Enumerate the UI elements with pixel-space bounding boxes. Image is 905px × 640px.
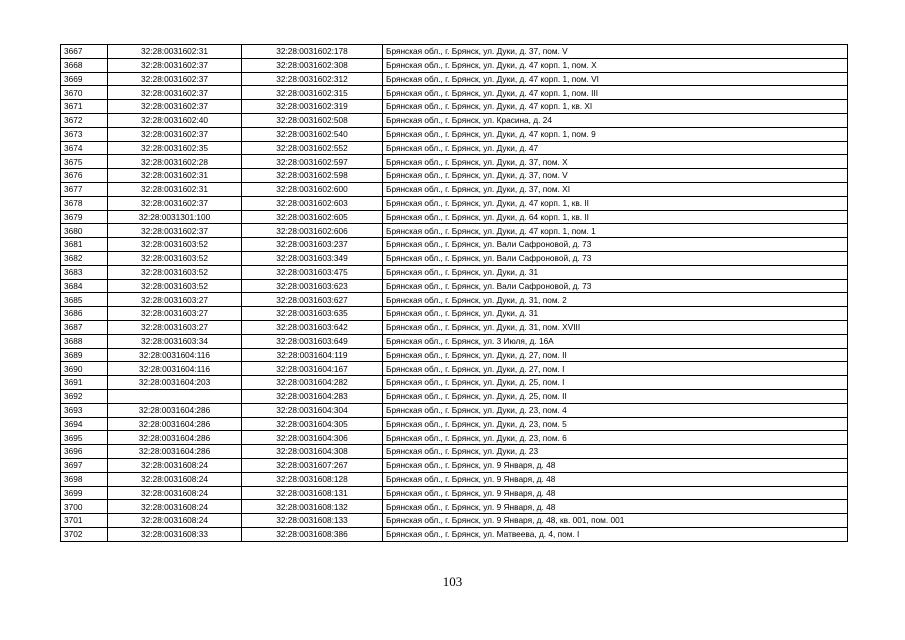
address-cell: Брянская обл., г. Брянск, ул. 3 Июля, д. 16А [383, 334, 848, 348]
row-number-cell: 3679 [61, 210, 108, 224]
row-number-cell: 3699 [61, 486, 108, 500]
table-row [61, 417, 848, 431]
row-number-cell: 3702 [61, 527, 108, 541]
cadastral-number-cell: 32:28:0031602:312 [242, 72, 383, 86]
address-cell: Брянская обл., г. Брянск, ул. Дуки, д. 25, пом. I [383, 376, 848, 390]
row-number-cell: 3697 [61, 458, 108, 472]
address-cell: Брянская обл., г. Брянск, ул. Дуки, д. 47 корп. 1, пом. VI [383, 72, 848, 86]
parent-cadastral-number-cell: 32:28:0031608:33 [108, 527, 242, 541]
address-cell: Брянская обл., г. Брянск, ул. Дуки, д. 27, пом. I [383, 362, 848, 376]
parent-cadastral-number-cell: 32:28:0031602:37 [108, 100, 242, 114]
address-cell: Брянская обл., г. Брянск, ул. Дуки, д. 47 корп. 1, кв. II [383, 196, 848, 210]
row-number-cell: 3684 [61, 279, 108, 293]
cadastral-number-cell: 32:28:0031608:128 [242, 472, 383, 486]
row-number-cell: 3692 [61, 389, 108, 403]
table-row [61, 527, 848, 541]
parent-cadastral-number-cell [108, 389, 242, 403]
table-row [61, 445, 848, 459]
table-row [61, 155, 848, 169]
address-cell: Брянская обл., г. Брянск, ул. Дуки, д. 31, пом. XVIII [383, 320, 848, 334]
row-number-cell: 3678 [61, 196, 108, 210]
address-cell: Брянская обл., г. Брянск, ул. Дуки, д. 47 корп. 1, пом. 9 [383, 127, 848, 141]
registry-table-body [61, 45, 848, 542]
parent-cadastral-number-cell: 32:28:0031604:286 [108, 431, 242, 445]
cadastral-number-cell: 32:28:0031603:475 [242, 265, 383, 279]
cadastral-number-cell: 32:28:0031608:131 [242, 486, 383, 500]
row-number-cell: 3700 [61, 500, 108, 514]
cadastral-number-cell: 32:28:0031603:237 [242, 238, 383, 252]
parent-cadastral-number-cell: 32:28:0031602:28 [108, 155, 242, 169]
table-row [61, 431, 848, 445]
row-number-cell: 3693 [61, 403, 108, 417]
cadastral-number-cell: 32:28:0031602:508 [242, 113, 383, 127]
row-number-cell: 3695 [61, 431, 108, 445]
parent-cadastral-number-cell: 32:28:0031301:100 [108, 210, 242, 224]
parent-cadastral-number-cell: 32:28:0031604:203 [108, 376, 242, 390]
table-row [61, 210, 848, 224]
table-row [61, 238, 848, 252]
row-number-cell: 3691 [61, 376, 108, 390]
cadastral-number-cell: 32:28:0031602:600 [242, 182, 383, 196]
table-row [61, 169, 848, 183]
parent-cadastral-number-cell: 32:28:0031603:52 [108, 265, 242, 279]
row-number-cell: 3694 [61, 417, 108, 431]
row-number-cell: 3687 [61, 320, 108, 334]
parent-cadastral-number-cell: 32:28:0031602:37 [108, 196, 242, 210]
parent-cadastral-number-cell: 32:28:0031604:286 [108, 417, 242, 431]
table-row [61, 72, 848, 86]
address-cell: Брянская обл., г. Брянск, ул. Дуки, д. 47 [383, 141, 848, 155]
address-cell: Брянская обл., г. Брянск, ул. Дуки, д. 37, пом. XI [383, 182, 848, 196]
row-number-cell: 3677 [61, 182, 108, 196]
table-row [61, 251, 848, 265]
address-cell: Брянская обл., г. Брянск, ул. Дуки, д. 31 [383, 265, 848, 279]
address-cell: Брянская обл., г. Брянск, ул. Дуки, д. 64 корп. 1, кв. II [383, 210, 848, 224]
table-row [61, 307, 848, 321]
cadastral-number-cell: 32:28:0031602:308 [242, 58, 383, 72]
row-number-cell: 3701 [61, 514, 108, 528]
table-row [61, 376, 848, 390]
cadastral-number-cell: 32:28:0031602:319 [242, 100, 383, 114]
address-cell: Брянская обл., г. Брянск, ул. Дуки, д. 23, пом. 6 [383, 431, 848, 445]
parent-cadastral-number-cell: 32:28:0031603:27 [108, 307, 242, 321]
cadastral-number-cell: 32:28:0031604:306 [242, 431, 383, 445]
cadastral-number-cell: 32:28:0031602:540 [242, 127, 383, 141]
table-row [61, 113, 848, 127]
cadastral-number-cell: 32:28:0031604:304 [242, 403, 383, 417]
row-number-cell: 3682 [61, 251, 108, 265]
table-row [61, 45, 848, 59]
cadastral-number-cell: 32:28:0031602:605 [242, 210, 383, 224]
parent-cadastral-number-cell: 32:28:0031602:37 [108, 58, 242, 72]
table-row [61, 224, 848, 238]
cadastral-number-cell: 32:28:0031604:282 [242, 376, 383, 390]
address-cell: Брянская обл., г. Брянск, ул. Дуки, д. 31 [383, 307, 848, 321]
cadastral-number-cell: 32:28:0031604:119 [242, 348, 383, 362]
address-cell: Брянская обл., г. Брянск, ул. 9 Января, д. 48 [383, 458, 848, 472]
row-number-cell: 3675 [61, 155, 108, 169]
row-number-cell: 3689 [61, 348, 108, 362]
table-row [61, 196, 848, 210]
cadastral-number-cell: 32:28:0031602:552 [242, 141, 383, 155]
cadastral-number-cell: 32:28:0031602:598 [242, 169, 383, 183]
cadastral-number-cell: 32:28:0031608:386 [242, 527, 383, 541]
cadastral-number-cell: 32:28:0031602:597 [242, 155, 383, 169]
row-number-cell: 3680 [61, 224, 108, 238]
row-number-cell: 3683 [61, 265, 108, 279]
parent-cadastral-number-cell: 32:28:0031604:116 [108, 348, 242, 362]
address-cell: Брянская обл., г. Брянск, ул. Дуки, д. 37, пом. V [383, 45, 848, 59]
parent-cadastral-number-cell: 32:28:0031603:27 [108, 293, 242, 307]
row-number-cell: 3698 [61, 472, 108, 486]
row-number-cell: 3670 [61, 86, 108, 100]
parent-cadastral-number-cell: 32:28:0031608:24 [108, 458, 242, 472]
parent-cadastral-number-cell: 32:28:0031603:27 [108, 320, 242, 334]
row-number-cell: 3690 [61, 362, 108, 376]
cadastral-number-cell: 32:28:0031602:178 [242, 45, 383, 59]
table-row [61, 320, 848, 334]
parent-cadastral-number-cell: 32:28:0031603:34 [108, 334, 242, 348]
row-number-cell: 3676 [61, 169, 108, 183]
table-row [61, 265, 848, 279]
address-cell: Брянская обл., г. Брянск, ул. Красина, д. 24 [383, 113, 848, 127]
address-cell: Брянская обл., г. Брянск, ул. 9 Января, д. 48, кв. 001, пом. 001 [383, 514, 848, 528]
address-cell: Брянская обл., г. Брянск, ул. Дуки, д. 31, пом. 2 [383, 293, 848, 307]
row-number-cell: 3674 [61, 141, 108, 155]
row-number-cell: 3668 [61, 58, 108, 72]
address-cell: Брянская обл., г. Брянск, ул. Матвеева, д. 4, пом. I [383, 527, 848, 541]
parent-cadastral-number-cell: 32:28:0031603:52 [108, 238, 242, 252]
parent-cadastral-number-cell: 32:28:0031603:52 [108, 251, 242, 265]
address-cell: Брянская обл., г. Брянск, ул. 9 Января, д. 48 [383, 486, 848, 500]
table-row [61, 100, 848, 114]
address-cell: Брянская обл., г. Брянск, ул. 9 Января, д. 48 [383, 472, 848, 486]
parent-cadastral-number-cell: 32:28:0031604:286 [108, 403, 242, 417]
address-cell: Брянская обл., г. Брянск, ул. Вали Сафроновой, д. 73 [383, 238, 848, 252]
table-row [61, 472, 848, 486]
parent-cadastral-number-cell: 32:28:0031602:37 [108, 224, 242, 238]
table-row [61, 348, 848, 362]
table-row [61, 334, 848, 348]
cadastral-number-cell: 32:28:0031602:603 [242, 196, 383, 210]
parent-cadastral-number-cell: 32:28:0031602:37 [108, 127, 242, 141]
table-row [61, 141, 848, 155]
table-row [61, 279, 848, 293]
row-number-cell: 3688 [61, 334, 108, 348]
cadastral-number-cell: 32:28:0031602:606 [242, 224, 383, 238]
parent-cadastral-number-cell: 32:28:0031603:52 [108, 279, 242, 293]
parent-cadastral-number-cell: 32:28:0031602:31 [108, 45, 242, 59]
table-row [61, 127, 848, 141]
table-row [61, 182, 848, 196]
table-row [61, 500, 848, 514]
parent-cadastral-number-cell: 32:28:0031604:286 [108, 445, 242, 459]
cadastral-number-cell: 32:28:0031608:133 [242, 514, 383, 528]
parent-cadastral-number-cell: 32:28:0031602:37 [108, 72, 242, 86]
row-number-cell: 3667 [61, 45, 108, 59]
address-cell: Брянская обл., г. Брянск, ул. Дуки, д. 47 корп. 1, пом. 1 [383, 224, 848, 238]
table-row [61, 486, 848, 500]
cadastral-number-cell: 32:28:0031603:635 [242, 307, 383, 321]
row-number-cell: 3686 [61, 307, 108, 321]
address-cell: Брянская обл., г. Брянск, ул. Дуки, д. 37, пом. X [383, 155, 848, 169]
address-cell: Брянская обл., г. Брянск, ул. Дуки, д. 47 корп. 1, кв. XI [383, 100, 848, 114]
page-number: 103 [442, 574, 463, 589]
table-row [61, 514, 848, 528]
address-cell: Брянская обл., г. Брянск, ул. Дуки, д. 23, пом. 5 [383, 417, 848, 431]
cadastral-number-cell: 32:28:0031603:649 [242, 334, 383, 348]
parent-cadastral-number-cell: 32:28:0031604:116 [108, 362, 242, 376]
table-row [61, 458, 848, 472]
parent-cadastral-number-cell: 32:28:0031602:40 [108, 113, 242, 127]
address-cell: Брянская обл., г. Брянск, ул. Дуки, д. 23 [383, 445, 848, 459]
cadastral-number-cell: 32:28:0031604:308 [242, 445, 383, 459]
row-number-cell: 3673 [61, 127, 108, 141]
table-row [61, 86, 848, 100]
parent-cadastral-number-cell: 32:28:0031602:35 [108, 141, 242, 155]
row-number-cell: 3672 [61, 113, 108, 127]
cadastral-number-cell: 32:28:0031608:132 [242, 500, 383, 514]
cadastral-number-cell: 32:28:0031604:167 [242, 362, 383, 376]
address-cell: Брянская обл., г. Брянск, ул. 9 Января, д. 48 [383, 500, 848, 514]
cadastral-number-cell: 32:28:0031603:623 [242, 279, 383, 293]
table-row [61, 58, 848, 72]
parent-cadastral-number-cell: 32:28:0031602:37 [108, 86, 242, 100]
cadastral-number-cell: 32:28:0031607:267 [242, 458, 383, 472]
address-cell: Брянская обл., г. Брянск, ул. Дуки, д. 47 корп. 1, пом. III [383, 86, 848, 100]
parent-cadastral-number-cell: 32:28:0031608:24 [108, 500, 242, 514]
parent-cadastral-number-cell: 32:28:0031602:31 [108, 182, 242, 196]
parent-cadastral-number-cell: 32:28:0031602:31 [108, 169, 242, 183]
address-cell: Брянская обл., г. Брянск, ул. Дуки, д. 25, пом. II [383, 389, 848, 403]
parent-cadastral-number-cell: 32:28:0031608:24 [108, 486, 242, 500]
cadastral-number-cell: 32:28:0031603:642 [242, 320, 383, 334]
address-cell: Брянская обл., г. Брянск, ул. Дуки, д. 27, пом. II [383, 348, 848, 362]
address-cell: Брянская обл., г. Брянск, ул. Вали Сафроновой, д. 73 [383, 251, 848, 265]
parent-cadastral-number-cell: 32:28:0031608:24 [108, 472, 242, 486]
address-cell: Брянская обл., г. Брянск, ул. Дуки, д. 23, пом. 4 [383, 403, 848, 417]
row-number-cell: 3685 [61, 293, 108, 307]
address-cell: Брянская обл., г. Брянск, ул. Дуки, д. 47 корп. 1, пом. X [383, 58, 848, 72]
cadastral-number-cell: 32:28:0031604:283 [242, 389, 383, 403]
address-cell: Брянская обл., г. Брянск, ул. Вали Сафроновой, д. 73 [383, 279, 848, 293]
cadastral-number-cell: 32:28:0031602:315 [242, 86, 383, 100]
table-row [61, 389, 848, 403]
registry-table [60, 44, 848, 542]
cadastral-number-cell: 32:28:0031603:349 [242, 251, 383, 265]
row-number-cell: 3669 [61, 72, 108, 86]
row-number-cell: 3671 [61, 100, 108, 114]
table-row [61, 403, 848, 417]
address-cell: Брянская обл., г. Брянск, ул. Дуки, д. 37, пом. V [383, 169, 848, 183]
row-number-cell: 3696 [61, 445, 108, 459]
cadastral-number-cell: 32:28:0031603:627 [242, 293, 383, 307]
table-row [61, 362, 848, 376]
parent-cadastral-number-cell: 32:28:0031608:24 [108, 514, 242, 528]
table-row [61, 293, 848, 307]
cadastral-number-cell: 32:28:0031604:305 [242, 417, 383, 431]
row-number-cell: 3681 [61, 238, 108, 252]
